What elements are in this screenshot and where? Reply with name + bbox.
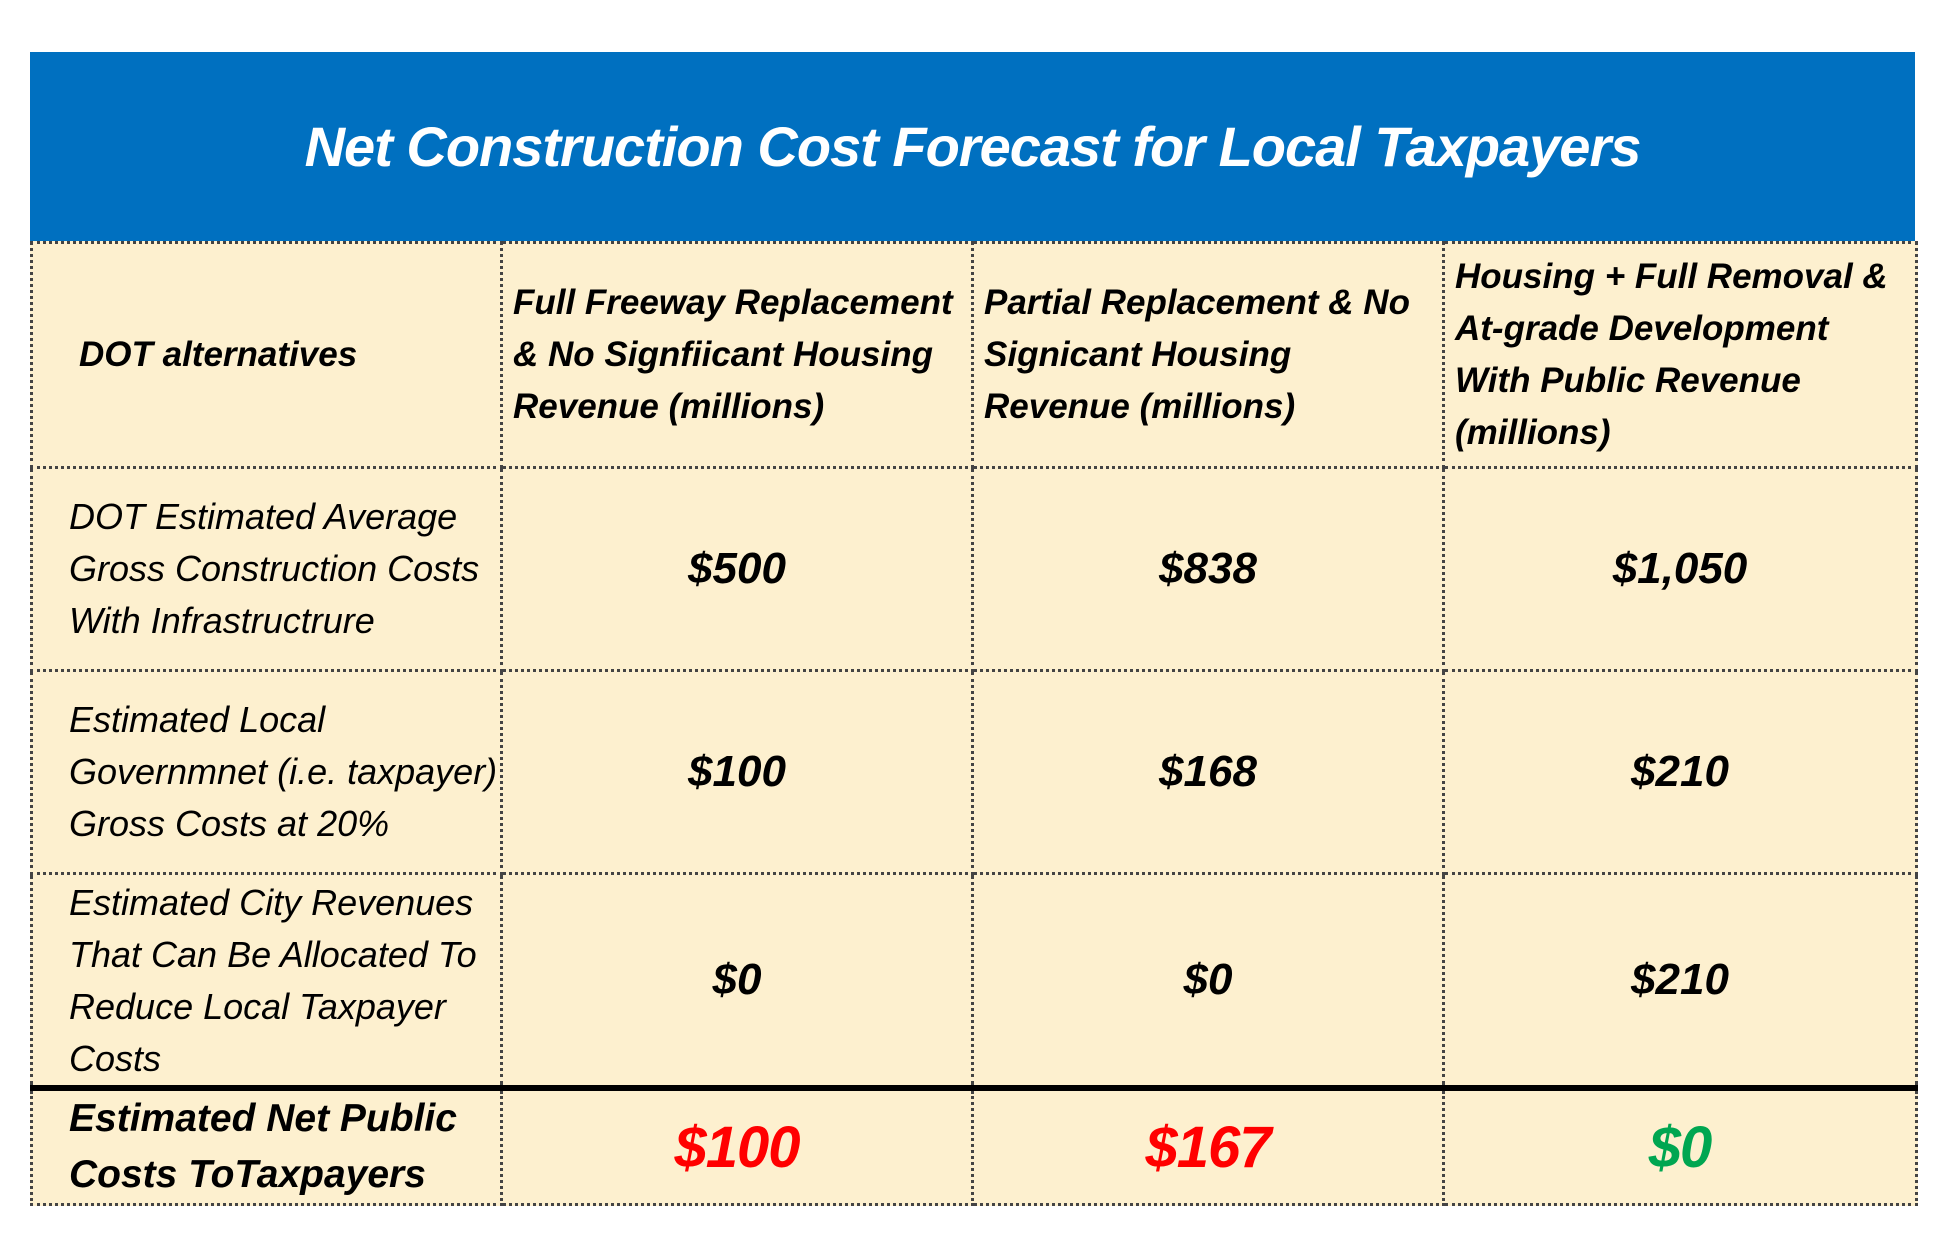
table-row — [32, 671, 1917, 874]
cell-value: $500 — [502, 468, 973, 671]
cost-forecast-table — [30, 52, 1915, 1206]
total-value: $167 — [973, 1088, 1444, 1205]
cell-value: $210 — [1444, 671, 1917, 874]
total-value: $0 — [1444, 1088, 1917, 1205]
cell-value: $100 — [502, 671, 973, 874]
table-row — [32, 874, 1917, 1089]
cell-value: $0 — [502, 874, 973, 1089]
forecast-table — [30, 241, 1918, 1206]
cell-value: $0 — [973, 874, 1444, 1089]
table-header-row — [32, 243, 1917, 468]
column-header-partial-replacement: Partial Replacement & No Signicant Housing Revenue (millions) — [973, 243, 1444, 468]
total-value: $100 — [502, 1088, 973, 1205]
column-header-full-replacement: Full Freeway Replacement & No Signfiicant Housing Revenue (millions) — [502, 243, 973, 468]
table-row — [32, 468, 1917, 671]
cell-value: $1,050 — [1444, 468, 1917, 671]
cell-value: $838 — [973, 468, 1444, 671]
row-label-gross-construction: DOT Estimated Average Gross Construction Costs With Infrastructrure — [32, 468, 502, 671]
row-label-city-revenues: Estimated City Revenues That Can Be Allocated To Reduce Local Taxpayer Costs — [32, 874, 502, 1089]
cell-value: $210 — [1444, 874, 1917, 1089]
total-row — [32, 1088, 1917, 1205]
row-header-label: DOT alternatives — [32, 243, 502, 468]
total-row-label: Estimated Net Public Costs ToTaxpayers — [32, 1088, 502, 1205]
page-title: Net Construction Cost Forecast for Local Taxpayers — [30, 52, 1915, 241]
cell-value: $168 — [973, 671, 1444, 874]
row-label-local-government: Estimated Local Governmnet (i.e. taxpayer) Gross Costs at 20% — [32, 671, 502, 874]
column-header-housing-removal: Housing + Full Removal & At-grade Development With Public Revenue (millions) — [1444, 243, 1917, 468]
